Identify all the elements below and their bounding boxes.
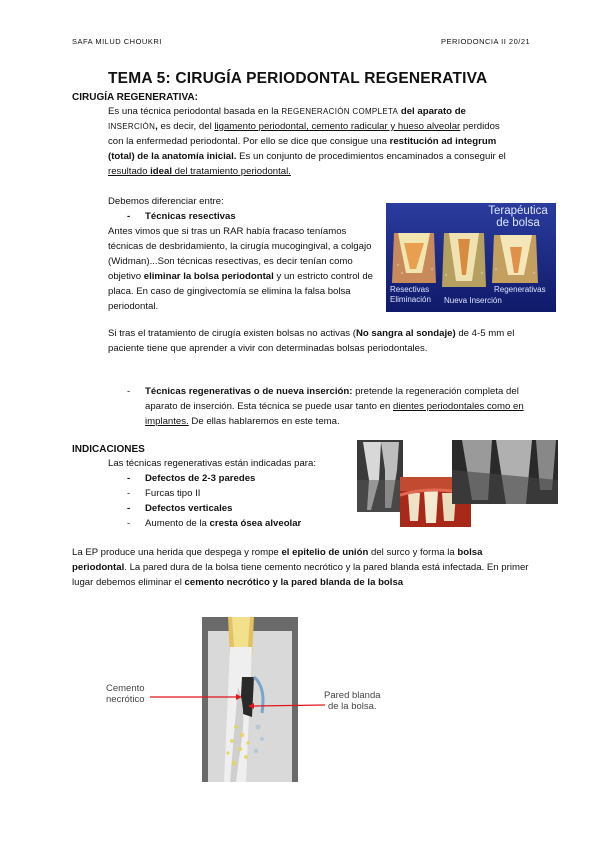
figure-terapeutica-bolsa — [386, 203, 556, 312]
differ-text: Debemos diferenciar entre: — [108, 196, 224, 207]
label-nueva-insercion: Nueva Inserción — [444, 296, 502, 305]
xray-image-1 — [357, 440, 403, 512]
label-pared-blanda: Pared blanda de la bolsa. — [324, 690, 381, 712]
regen-item: - Técnicas regenerativas o de nueva inserción: pretende la regeneración completa del aparato de inserción. Esta técnica se puede usar tanto en dientes periodontales como en implantes. De ellas hablaremos en este tema. — [127, 386, 524, 427]
list-item: - Defectos de 2-3 paredes — [127, 471, 347, 486]
resect-list — [127, 209, 236, 224]
label-regenerativas: Regenerativas — [494, 285, 546, 294]
list-item: - Furcas tipo II — [127, 486, 347, 501]
section-heading-cirugia: CIRUGÍA REGENERATIVA: — [72, 92, 198, 103]
label-resectivas: Resectivas Eliminación — [390, 285, 431, 304]
label-cemento-necrotico: Cemento necrótico — [106, 683, 145, 705]
list-item: - Defectos verticales — [127, 501, 347, 516]
indicaciones-list — [127, 471, 347, 531]
section-heading-indicaciones: INDICACIONES — [72, 444, 145, 455]
indicaciones-intro: Las técnicas regenerativas están indicadas para: — [108, 458, 316, 469]
xray-image-2 — [452, 440, 558, 504]
paragraph-definition: Es una técnica periodontal basada en la REGENERACIÓN COMPLETA del aparato de INSERCIÓN, es decir, del ligamento periodontal, cemento radicular y hueso alveolar perdidos con la enfermedad periodontal. Por ello se dice que consigue una restitución ad integrum (total) de la anatomía inicial. Es un conjunto de procedimientos encaminados a conseguir el resultado ideal del tratamiento periodontal. — [108, 106, 506, 177]
list-item: - Aumento de la cresta ósea alveolar — [127, 516, 347, 531]
page-title: TEMA 5: CIRUGÍA PERIODONTAL REGENERATIVA — [108, 70, 488, 87]
header-course: PERIODONCIA II 20/21 — [441, 37, 531, 46]
list-item: - Técnicas resectivas — [127, 209, 236, 224]
paragraph-ep-herida: La EP produce una herida que despega y rompe el epitelio de unión del surco y forma la bolsa periodontal. La pared dura de la bolsa tiene cemento necrótico y la pared blanda está infectada. En primer lugar debemos eliminar el cemento necrótico y la pared blanda de la bolsa — [72, 547, 529, 588]
figure-title: Terapéutica de bolsa — [488, 205, 548, 229]
header-author: SAFA MILUD CHOUKRI — [72, 37, 162, 46]
paragraph-resectivas: Antes vimos que si tras un RAR había fracaso teníamos técnicas de desbridamiento, la cirugía mucogingival, a colgajo (Widman)...Son técnicas resectivas, es decir tenían como objetivo eliminar la bolsa periodontal y un estricto control de placa. En caso de gingivectomía se elimina la falsa bolsa periodontal. — [108, 226, 373, 312]
paragraph-bolsas-no-activas: Si tras el tratamiento de cirugía existen bolsas no activas (No sangra al sondaje) de 4-5 mm el paciente tiene que aprender a vivir con determinadas bolsas periodontales. — [108, 328, 515, 354]
